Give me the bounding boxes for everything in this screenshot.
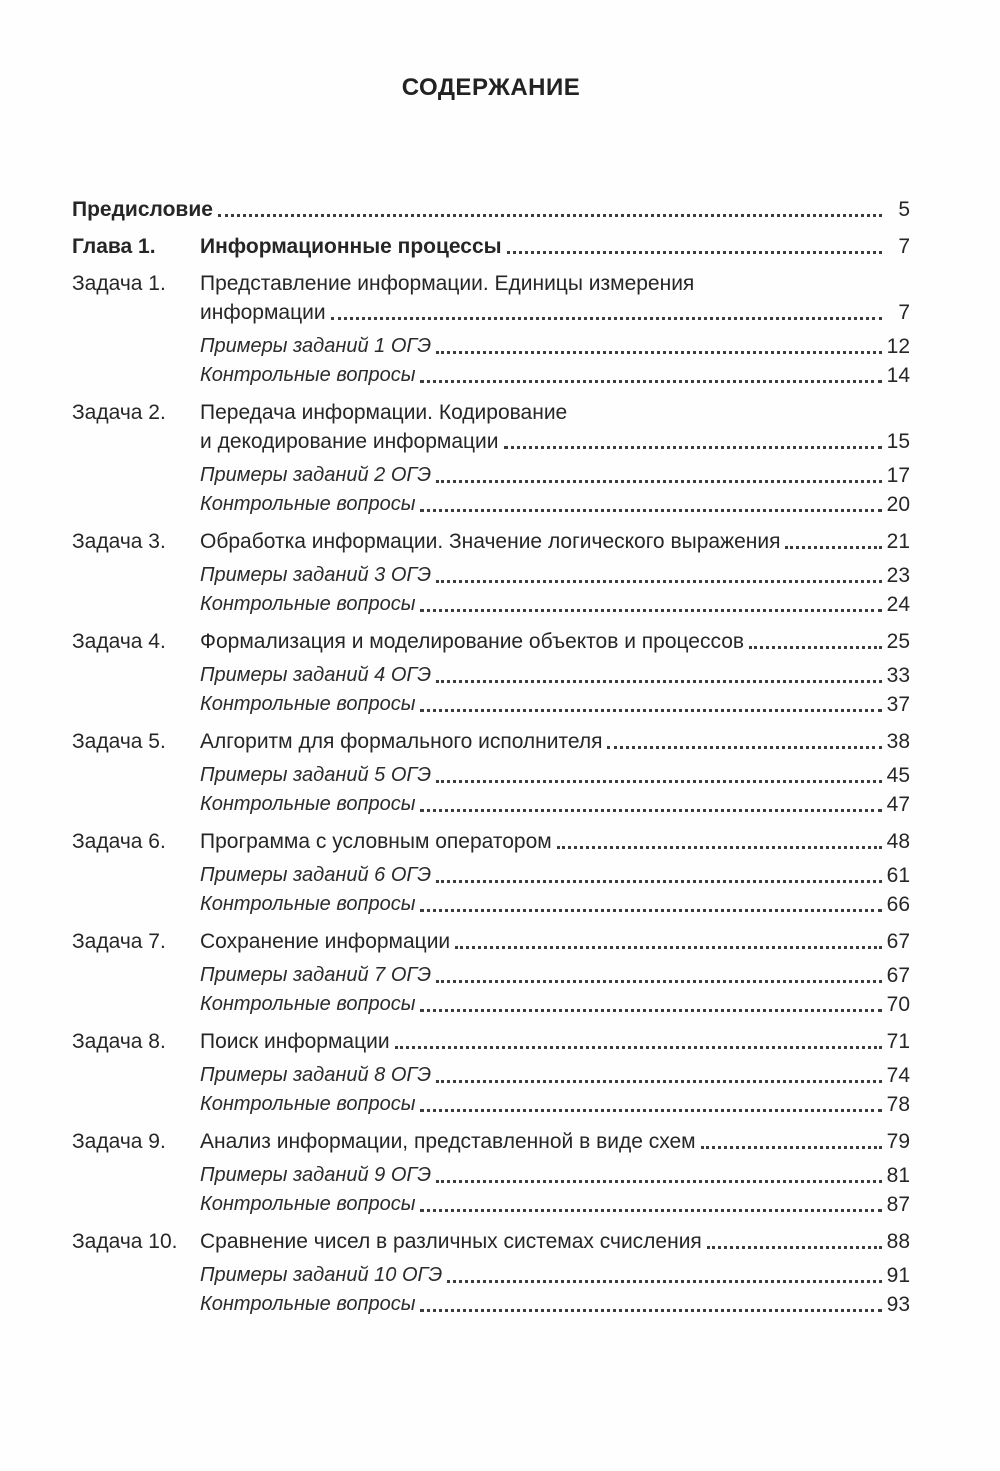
toc-subentry-line — [72, 860, 910, 889]
subentry-title: Примеры заданий 7 ОГЭ — [200, 964, 432, 986]
dot-leader — [436, 1080, 882, 1083]
subentry-title: Примеры заданий 5 ОГЭ — [200, 764, 432, 786]
dot-leader — [447, 1280, 882, 1283]
subentry-title: Контрольные вопросы — [200, 1193, 416, 1215]
page-number: 24 — [886, 593, 910, 616]
page-number: 87 — [886, 1193, 910, 1216]
toc-subentry-line — [72, 560, 910, 589]
page-title: СОДЕРЖАНИЕ — [401, 74, 581, 101]
page-number: 71 — [886, 1030, 910, 1053]
toc-entry-line — [72, 826, 910, 855]
dot-leader — [436, 580, 882, 583]
entry-title: Программа с условным оператором — [200, 830, 552, 853]
page-number: 38 — [886, 730, 910, 753]
dot-leader — [701, 1146, 882, 1149]
dot-leader — [395, 1046, 882, 1049]
toc-entry — [72, 1126, 910, 1218]
page-number: 17 — [886, 464, 910, 487]
entry-label: Задача 9. — [72, 1130, 166, 1153]
entry-label: Глава 1. — [72, 235, 156, 258]
dot-leader — [607, 746, 882, 749]
page-number: 47 — [886, 793, 910, 816]
page-number: 66 — [886, 893, 910, 916]
page-number: 81 — [886, 1164, 910, 1187]
subentry-title: Примеры заданий 6 ОГЭ — [200, 864, 432, 886]
toc-subentry-line — [72, 489, 910, 518]
toc-entry-line — [72, 1226, 910, 1255]
subentry-title: Контрольные вопросы — [200, 1293, 416, 1315]
toc-entry — [72, 926, 910, 1018]
toc-entry-line — [72, 297, 910, 326]
entry-label: Задача 6. — [72, 830, 166, 853]
entry-label: Задача 4. — [72, 630, 166, 653]
toc-list — [72, 194, 910, 1318]
dot-leader — [420, 909, 882, 912]
subentry-title: Примеры заданий 3 ОГЭ — [200, 564, 432, 586]
dot-leader — [420, 709, 882, 712]
dot-leader — [749, 646, 882, 649]
toc-entry — [72, 1226, 910, 1318]
page-number: 88 — [886, 1230, 910, 1253]
toc-subentry-line — [72, 760, 910, 789]
toc-subentry-line — [72, 1060, 910, 1089]
page-number: 20 — [886, 493, 910, 516]
subentry-title: Контрольные вопросы — [200, 993, 416, 1015]
entry-label: Задача 5. — [72, 730, 166, 753]
page-number: 7 — [898, 301, 910, 324]
toc-entry-line — [72, 194, 910, 223]
toc-entry — [72, 231, 910, 260]
subentry-title: Примеры заданий 8 ОГЭ — [200, 1064, 432, 1086]
page-number: 5 — [898, 198, 910, 221]
entry-title: Сохранение информации — [200, 930, 451, 953]
subentry-title: Контрольные вопросы — [200, 793, 416, 815]
entry-title: Сравнение чисел в различных системах счисления — [200, 1230, 702, 1253]
toc-entry — [72, 626, 910, 718]
dot-leader — [420, 1009, 882, 1012]
entry-title: Анализ информации, представленной в виде схем — [200, 1130, 696, 1153]
toc-entry — [72, 194, 910, 223]
dot-leader — [455, 946, 882, 949]
subentry-title: Примеры заданий 10 ОГЭ — [200, 1264, 443, 1286]
subentry-title: Контрольные вопросы — [200, 693, 416, 715]
dot-leader — [436, 1180, 882, 1183]
dot-leader — [707, 1246, 882, 1249]
entry-title: Предисловие — [72, 198, 213, 221]
dot-leader — [504, 446, 883, 449]
toc-entry — [72, 397, 910, 518]
toc-entry — [72, 268, 910, 389]
dot-leader — [557, 846, 882, 849]
toc-entry-line — [72, 1026, 910, 1055]
entry-title: и декодирование информации — [200, 430, 499, 453]
dot-leader — [436, 480, 882, 483]
page-number: 25 — [886, 630, 910, 653]
dot-leader — [420, 380, 882, 383]
toc-subentry-line — [72, 1160, 910, 1189]
toc-subentry-line — [72, 1089, 910, 1118]
toc-entry-line — [72, 926, 910, 955]
page-number: 21 — [886, 530, 910, 553]
entry-title: Алгоритм для формального исполнителя — [200, 730, 603, 753]
dot-leader — [436, 980, 882, 983]
page-number: 23 — [886, 564, 910, 587]
toc-entry-line — [72, 426, 910, 455]
toc-entry-line — [72, 526, 910, 555]
dot-leader — [218, 214, 882, 217]
page-number: 12 — [886, 335, 910, 358]
page-number: 67 — [886, 930, 910, 953]
dot-leader — [420, 1109, 882, 1112]
page-number: 15 — [886, 430, 910, 453]
dot-leader — [420, 809, 882, 812]
toc-entry — [72, 1026, 910, 1118]
page-number: 37 — [886, 693, 910, 716]
entry-label: Задача 7. — [72, 930, 166, 953]
toc-subentry-line — [72, 660, 910, 689]
toc-subentry-line — [72, 789, 910, 818]
subentry-title: Контрольные вопросы — [200, 1093, 416, 1115]
dot-leader — [420, 609, 882, 612]
page-number: 91 — [886, 1264, 910, 1287]
page-number: 7 — [898, 235, 910, 258]
toc-entry-line — [72, 626, 910, 655]
entry-title: Поиск информации — [200, 1030, 390, 1053]
toc-subentry-line — [72, 689, 910, 718]
toc-entry-line — [72, 268, 910, 297]
toc-subentry-line — [72, 960, 910, 989]
entry-label: Задача 10. — [72, 1230, 178, 1253]
toc-subentry-line — [72, 1260, 910, 1289]
dot-leader — [507, 251, 882, 254]
subentry-title: Контрольные вопросы — [200, 364, 416, 386]
dot-leader — [420, 509, 882, 512]
entry-label: Задача 1. — [72, 272, 166, 295]
dot-leader — [436, 351, 882, 354]
page-number: 61 — [886, 864, 910, 887]
page-number: 79 — [886, 1130, 910, 1153]
toc-entry — [72, 726, 910, 818]
entry-title: Представление информации. Единицы измерения — [200, 272, 695, 295]
entry-title: Обработка информации. Значение логического выражения — [200, 530, 781, 553]
toc-subentry-line — [72, 331, 910, 360]
toc-subentry-line — [72, 989, 910, 1018]
page-number: 67 — [886, 964, 910, 987]
dot-leader — [420, 1309, 882, 1312]
toc-entry-line — [72, 726, 910, 755]
entry-label: Задача 8. — [72, 1030, 166, 1053]
subentry-title: Контрольные вопросы — [200, 893, 416, 915]
toc-entry — [72, 826, 910, 918]
subentry-title: Контрольные вопросы — [200, 593, 416, 615]
toc-subentry-line — [72, 1189, 910, 1218]
toc-subentry-line — [72, 360, 910, 389]
dot-leader — [436, 680, 882, 683]
page-number: 33 — [886, 664, 910, 687]
subentry-title: Контрольные вопросы — [200, 493, 416, 515]
toc-entry-line — [72, 231, 910, 260]
dot-leader — [436, 880, 882, 883]
toc-subentry-line — [72, 460, 910, 489]
toc-subentry-line — [72, 589, 910, 618]
toc-subentry-line — [72, 889, 910, 918]
entry-label: Задача 2. — [72, 401, 166, 424]
toc-entry-line — [72, 1126, 910, 1155]
page-number: 14 — [886, 364, 910, 387]
dot-leader — [420, 1209, 882, 1212]
page-number: 70 — [886, 993, 910, 1016]
subentry-title: Примеры заданий 1 ОГЭ — [200, 335, 432, 357]
entry-title: Информационные процессы — [200, 235, 502, 258]
subentry-title: Примеры заданий 2 ОГЭ — [200, 464, 432, 486]
toc-subentry-line — [72, 1289, 910, 1318]
dot-leader — [331, 317, 882, 320]
page-number: 78 — [886, 1093, 910, 1116]
subentry-title: Примеры заданий 9 ОГЭ — [200, 1164, 432, 1186]
toc-entry — [72, 526, 910, 618]
page-number: 48 — [886, 830, 910, 853]
subentry-title: Примеры заданий 4 ОГЭ — [200, 664, 432, 686]
dot-leader — [785, 546, 882, 549]
entry-title: информации — [200, 301, 326, 324]
entry-title: Формализация и моделирование объектов и процессов — [200, 630, 745, 653]
entry-title: Передача информации. Кодирование — [200, 401, 568, 424]
entry-label: Задача 3. — [72, 530, 166, 553]
page-number: 93 — [886, 1293, 910, 1316]
page-number: 45 — [886, 764, 910, 787]
page-number: 74 — [886, 1064, 910, 1087]
toc-entry-line — [72, 397, 910, 426]
dot-leader — [436, 780, 882, 783]
